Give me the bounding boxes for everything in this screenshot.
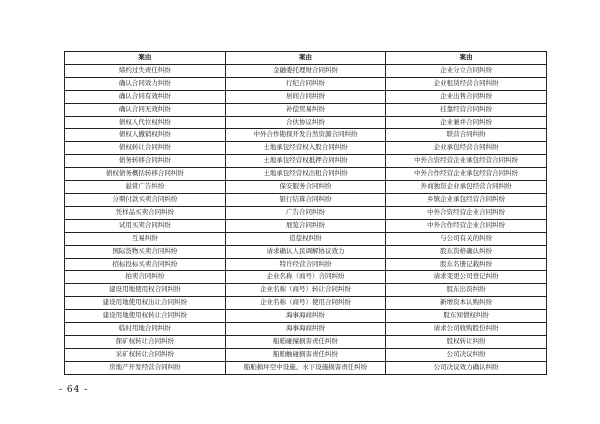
table-cell: 船舶损坏空中设施、水下设施损害责任纠纷: [225, 361, 386, 374]
table-cell: 公司决议纠纷: [386, 348, 547, 361]
table-cell: 企业兼并合同纠纷: [386, 116, 547, 129]
table-cell: 与公司有关的纠纷: [386, 232, 547, 245]
table-cell: 请求变更公司登记纠纷: [386, 271, 547, 284]
table-cell: 企业承包经营合同纠纷: [386, 142, 547, 155]
table-cell: 确认合同无效纠纷: [65, 103, 226, 116]
table-cell: 缔约过失责任纠纷: [65, 64, 226, 77]
table-row: [65, 361, 547, 374]
table-cell: 建设用地使用权转让合同纠纷: [65, 310, 226, 323]
table-cell: 债权人代位权纠纷: [65, 116, 226, 129]
table-row: [65, 323, 547, 336]
table-cell: 债权转让合同纠纷: [65, 142, 226, 155]
table-cell: 房地产开发经营合同纠纷: [65, 361, 226, 374]
table-cell: 土地承包经营权入股合同纠纷: [225, 142, 386, 155]
table-row: [65, 90, 547, 103]
table-cell: 中外合作勘探开发自然资源合同纠纷: [225, 129, 386, 142]
table-row: [65, 271, 547, 284]
table-cell: 确认合同有效纠纷: [65, 90, 226, 103]
table-cell: 海事海商纠纷: [225, 310, 386, 323]
table-cell: 补偿贸易纠纷: [225, 103, 386, 116]
table-cell: 外商独资企业承包经营合同纠纷: [386, 181, 547, 194]
table-cell: 试用买卖合同纠纷: [65, 219, 226, 232]
table-cell: 建设用地使用权合同纠纷: [65, 284, 226, 297]
table-row: [65, 284, 547, 297]
table-cell: 债权债务概括转移合同纠纷: [65, 168, 226, 181]
table-cell: 临时用地合同纠纷: [65, 323, 226, 336]
table-cell: 确认合同效力纠纷: [65, 77, 226, 90]
column-header: 案由: [386, 52, 547, 65]
table-cell: 土地承包经营权抵押合同纠纷: [225, 155, 386, 168]
table-cell: 采矿权转让合同纠纷: [65, 348, 226, 361]
table-row: [65, 103, 547, 116]
table-cell: 企业租赁经营合同纠纷: [386, 77, 547, 90]
table-row: [65, 181, 547, 194]
table-cell: 金融委托理财合同纠纷: [225, 64, 386, 77]
table-cell: 股东资格确认纠纷: [386, 245, 547, 258]
table-row: [65, 232, 547, 245]
page-number: - 64 -: [59, 385, 89, 395]
table-row: [65, 335, 547, 348]
table-cell: 特许经营合同纠纷: [225, 258, 386, 271]
table-cell: 股权转让纠纷: [386, 335, 547, 348]
table-cell: 拍卖合同纠纷: [65, 271, 226, 284]
table-cell: 乡镇企业承包经营合同纠纷: [386, 193, 547, 206]
table-cell: 展览合同纠纷: [225, 219, 386, 232]
table-cell: 中外合资经营企业承包经营合同纠纷: [386, 155, 547, 168]
table-cell: 土地承包经营权出租合同纠纷: [225, 168, 386, 181]
table-row: [65, 116, 547, 129]
table-cell: 企业名称（商号）使用合同纠纷: [225, 297, 386, 310]
table-header-row: [65, 52, 547, 65]
table-cell: 联营合同纠纷: [386, 129, 547, 142]
table-cell: 追偿权纠纷: [225, 232, 386, 245]
table-cell: 探矿权转让合同纠纷: [65, 335, 226, 348]
table-cell: 中外合作经营企业承包经营合同纠纷: [386, 168, 547, 181]
table-row: [65, 142, 547, 155]
table-row: [65, 348, 547, 361]
table-cell: 悬赏广告纠纷: [65, 181, 226, 194]
table-cell: 股东知情权纠纷: [386, 310, 547, 323]
case-cause-table: [64, 51, 547, 375]
table-row: [65, 258, 547, 271]
column-header: 案由: [65, 52, 226, 65]
table-row: [65, 310, 547, 323]
table-row: [65, 77, 547, 90]
table-cell: 股东名册记载纠纷: [386, 258, 547, 271]
table-cell: 中外合资经营企业合同纠纷: [386, 206, 547, 219]
table-row: [65, 155, 547, 168]
table-cell: 债务转移合同纠纷: [65, 155, 226, 168]
table-cell: 凭样品买卖合同纠纷: [65, 206, 226, 219]
table-cell: 企业分立合同纠纷: [386, 64, 547, 77]
table-row: [65, 64, 547, 77]
table-cell: 企业名称（商号）转让合同纠纷: [225, 284, 386, 297]
table-cell: 保安服务合同纠纷: [225, 181, 386, 194]
table-cell: 请求公司收购股份纠纷: [386, 323, 547, 336]
table-cell: 债权人撤销权纠纷: [65, 129, 226, 142]
table-cell: 居间合同纠纷: [225, 90, 386, 103]
table-cell: 海事海商纠纷: [225, 323, 386, 336]
table-row: [65, 129, 547, 142]
table-cell: 请求确认人民调解协议效力: [225, 245, 386, 258]
table-cell: 船舶碰撞损害责任纠纷: [225, 335, 386, 348]
table-cell: 招标投标买卖合同纠纷: [65, 258, 226, 271]
table-cell: 企业名称（商号）合同纠纷: [225, 271, 386, 284]
table-cell: 合伙协议纠纷: [225, 116, 386, 129]
table-cell: 挂靠经营合同纠纷: [386, 103, 547, 116]
table-cell: 广告合同纠纷: [225, 206, 386, 219]
table-cell: 中外合作经营企业合同纠纷: [386, 219, 547, 232]
table-row: [65, 193, 547, 206]
table-cell: 分期付款买卖合同纠纷: [65, 193, 226, 206]
table-row: [65, 245, 547, 258]
column-header: 案由: [225, 52, 386, 65]
table-cell: 新增资本认购纠纷: [386, 297, 547, 310]
document-table-container: [64, 51, 547, 375]
table-cell: 国际货物买卖合同纠纷: [65, 245, 226, 258]
table-row: [65, 168, 547, 181]
table-cell: 互易纠纷: [65, 232, 226, 245]
table-body: [65, 64, 547, 374]
table-cell: 银行结算合同纠纷: [225, 193, 386, 206]
table-row: [65, 219, 547, 232]
table-cell: 建设用地使用权出让合同纠纷: [65, 297, 226, 310]
table-row: [65, 206, 547, 219]
table-cell: 船舶触碰损害责任纠纷: [225, 348, 386, 361]
table-cell: 股东出资纠纷: [386, 284, 547, 297]
table-cell: 公司决议效力确认纠纷: [386, 361, 547, 374]
table-row: [65, 297, 547, 310]
table-cell: 行纪合同纠纷: [225, 77, 386, 90]
table-cell: 企业出售合同纠纷: [386, 90, 547, 103]
